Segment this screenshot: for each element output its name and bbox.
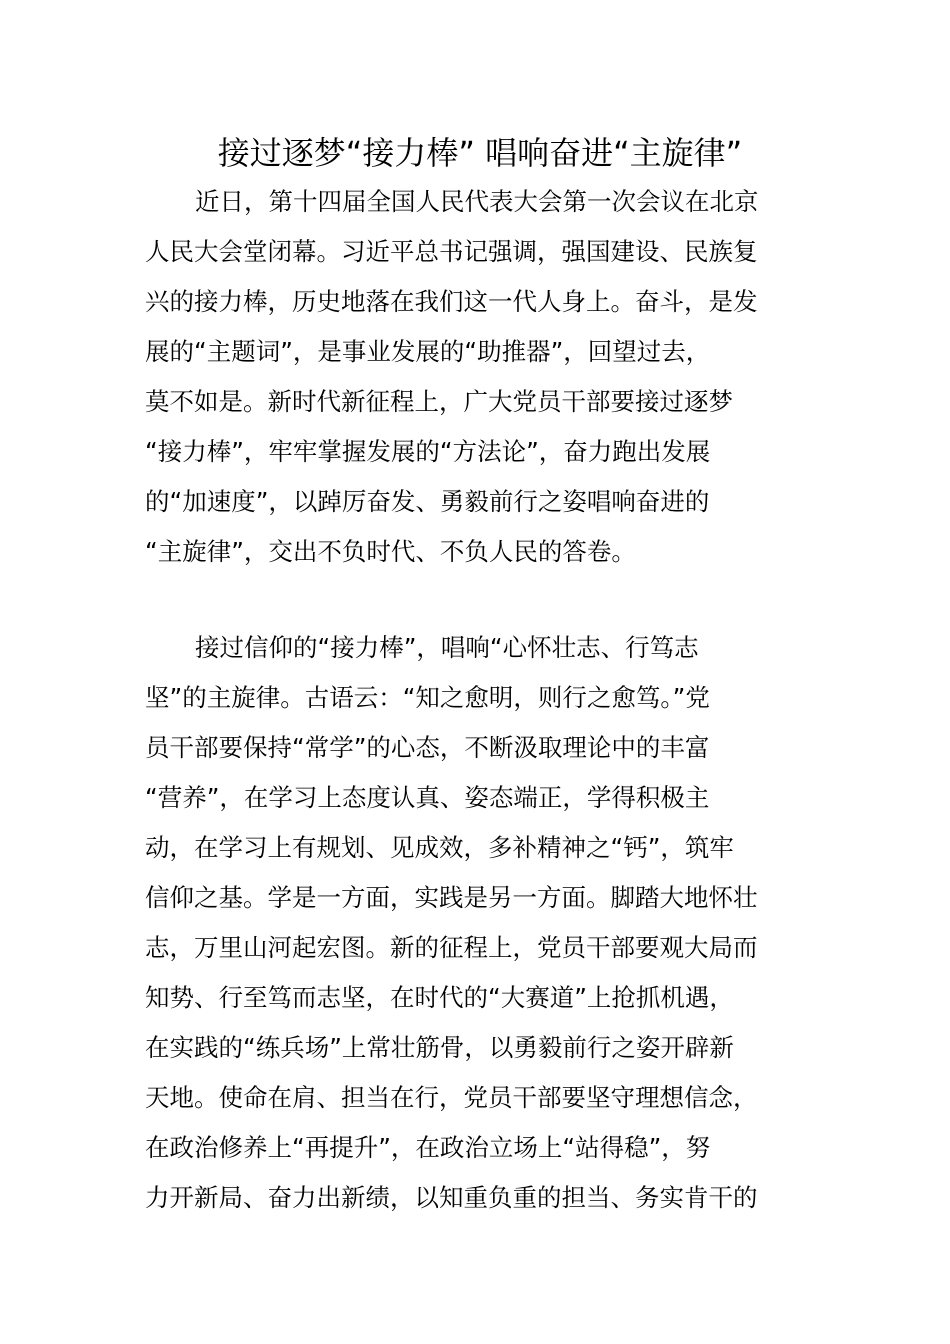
paragraph-line: 人民大会堂闭幕。习近平总书记强调，强国建设、民族复 xyxy=(145,237,758,266)
paragraph-1 xyxy=(145,177,810,577)
paragraph-line: 在政治修养上“再提升”，在政治立场上“站得稳”，努 xyxy=(145,1133,711,1162)
document-title: 接过逐梦“接力棒” 唱响奋进“主旋律” xyxy=(217,134,743,172)
paragraph-line: 天地。使命在肩、担当在行，党员干部要坚守理想信念， xyxy=(145,1083,758,1112)
paragraph-line: “营养”，在学习上态度认真、姿态端正，学得积极主 xyxy=(145,783,710,812)
paragraph-line: 接过信仰的“接力棒”，唱响“心怀壮志、行笃志 xyxy=(195,633,699,662)
paragraph-line: 知势、行至笃而志坚，在时代的“大赛道”上抢抓机遇， xyxy=(145,983,734,1012)
paragraph-line: “主旋律”，交出不负时代、不负人民的答卷。 xyxy=(145,537,636,566)
paragraph-line: 员干部要保持“常学”的心态，不断汲取理论中的丰富 xyxy=(145,733,710,762)
paragraph-line: 力开新局、奋力出新绩，以知重负重的担当、务实肯干的 xyxy=(145,1183,758,1212)
paragraph-line: 在实践的“练兵场”上常壮筋骨，以勇毅前行之姿开辟新 xyxy=(145,1033,734,1062)
paragraph-line: 信仰之基。学是一方面，实践是另一方面。脚踏大地怀壮 xyxy=(145,883,758,912)
paragraph-2 xyxy=(145,623,810,1223)
paragraph-line: 的“加速度”，以踔厉奋发、勇毅前行之姿唱响奋进的 xyxy=(145,487,710,516)
paragraph-line: 坚”的主旋律。古语云：“知之愈明，则行之愈笃。”党 xyxy=(145,683,710,712)
paragraph-line: 志，万里山河起宏图。新的征程上，党员干部要观大局而 xyxy=(145,933,758,962)
paragraph-line: 动，在学习上有规划、见成效，多补精神之“钙”，筑牢 xyxy=(145,833,734,862)
paragraph-line: 近日，第十四届全国人民代表大会第一次会议在北京 xyxy=(195,187,759,216)
paragraph-line: 莫不如是。新时代新征程上，广大党员干部要接过逐梦 xyxy=(145,387,733,416)
paragraph-line: “接力棒”，牢牢掌握发展的“方法论”，奋力跑出发展 xyxy=(145,437,711,466)
paragraph-line: 展的“主题词”，是事业发展的“助推器”，回望过去， xyxy=(145,337,711,366)
paragraph-line: 兴的接力棒，历史地落在我们这一代人身上。奋斗，是发 xyxy=(145,287,758,316)
